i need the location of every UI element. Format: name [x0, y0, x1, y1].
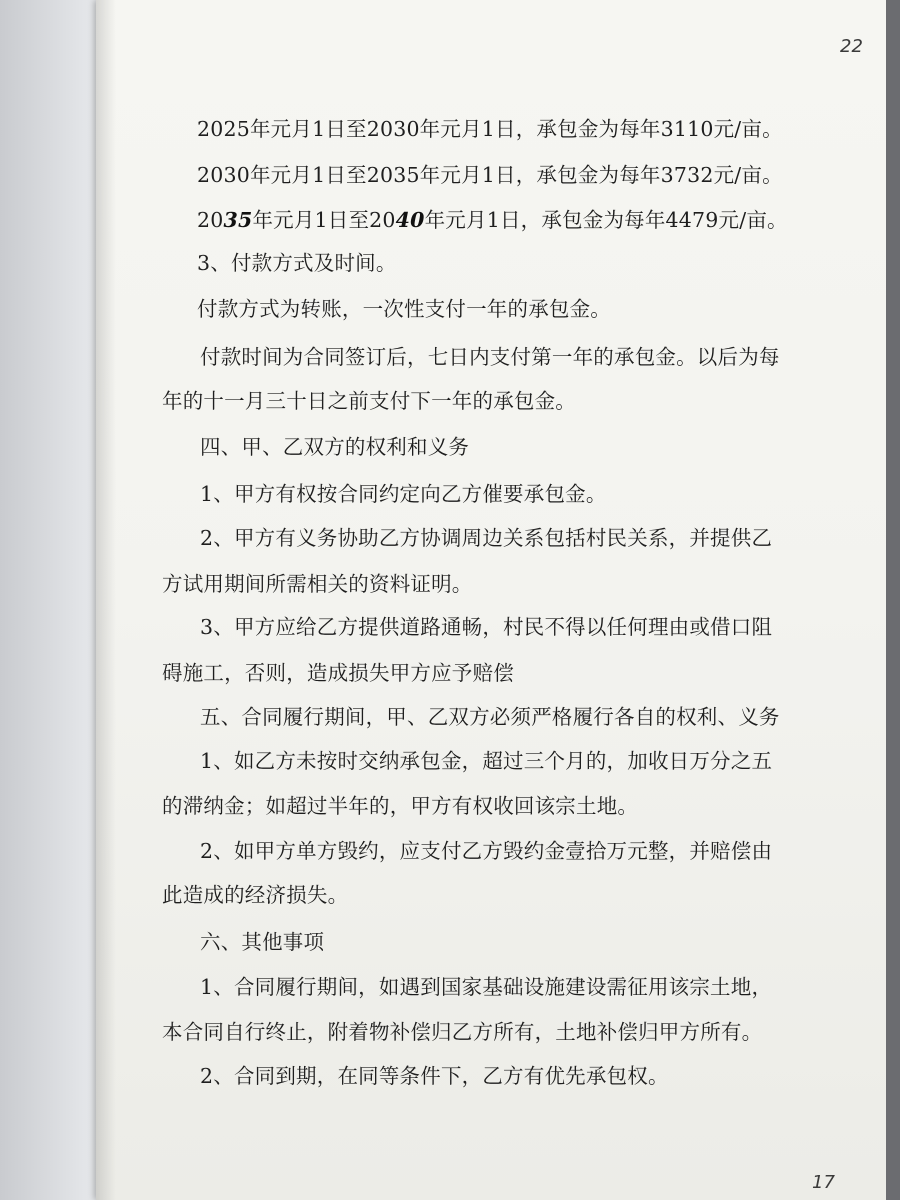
text-line-3-part-a: 20 — [197, 208, 224, 232]
text-line-17: 2、如甲方单方毁约，应支付乙方毁约金壹拾万元整，并赔偿由 — [200, 839, 773, 863]
document-page — [96, 0, 886, 1200]
text-line-10: 2、甲方有义务协助乙方协调周边关系包括村民关系，并提供乙 — [200, 526, 773, 550]
text-line-2: 2030年元月1日至2035年元月1日，承包金为每年3732元/亩。 — [197, 163, 783, 187]
text-line-3-part-c: 年元月1日至20 — [252, 208, 396, 232]
text-line-19: 六、其他事项 — [200, 930, 325, 954]
text-line-16: 的滞纳金；如超过半年的，甲方有权收回该宗土地。 — [162, 794, 639, 818]
text-line-21: 本合同自行终止，附着物补偿归乙方所有，土地补偿归甲方所有。 — [162, 1020, 763, 1044]
text-line-12: 3、甲方应给乙方提供道路通畅，村民不得以任何理由或借口阻 — [200, 615, 773, 639]
text-line-14: 五、合同履行期间，甲、乙双方必须严格履行各自的权利、义务 — [200, 705, 780, 729]
text-line-7: 年的十一月三十日之前支付下一年的承包金。 — [162, 389, 576, 413]
text-line-8: 四、甲、乙双方的权利和义务 — [200, 435, 470, 459]
text-line-6: 付款时间为合同签订后，七日内支付第一年的承包金。以后为每 — [200, 345, 780, 369]
page-edge-shadow — [96, 0, 116, 1200]
text-line-1: 2025年元月1日至2030年元月1日，承包金为每年3110元/亩。 — [197, 117, 783, 141]
text-line-5: 付款方式为转账，一次性支付一年的承包金。 — [197, 297, 611, 321]
handwritten-page-number: 22 — [840, 36, 863, 57]
text-line-9: 1、甲方有权按合同约定向乙方催要承包金。 — [200, 482, 607, 506]
text-line-3 — [197, 203, 788, 233]
text-line-15: 1、如乙方未按时交纳承包金，超过三个月的，加收日万分之五 — [200, 749, 773, 773]
text-line-18: 此造成的经济损失。 — [162, 883, 349, 907]
text-line-20: 1、合同履行期间，如遇到国家基础设施建设需征用该宗土地， — [200, 975, 773, 999]
text-line-11: 方试用期间所需相关的资料证明。 — [162, 572, 473, 596]
handwritten-corner-number: 17 — [812, 1172, 835, 1193]
handwritten-correction-year-start: 35 — [223, 208, 253, 232]
text-line-22: 2、合同到期，在同等条件下，乙方有优先承包权。 — [200, 1064, 669, 1088]
text-line-4: 3、付款方式及时间。 — [197, 251, 397, 275]
text-line-13: 碍施工，否则，造成损失甲方应予赔偿 — [162, 661, 514, 685]
background-edge — [886, 0, 900, 1200]
text-line-3-part-e: 年元月1日，承包金为每年4479元/亩。 — [424, 208, 788, 232]
handwritten-correction-year-end: 40 — [395, 208, 425, 232]
